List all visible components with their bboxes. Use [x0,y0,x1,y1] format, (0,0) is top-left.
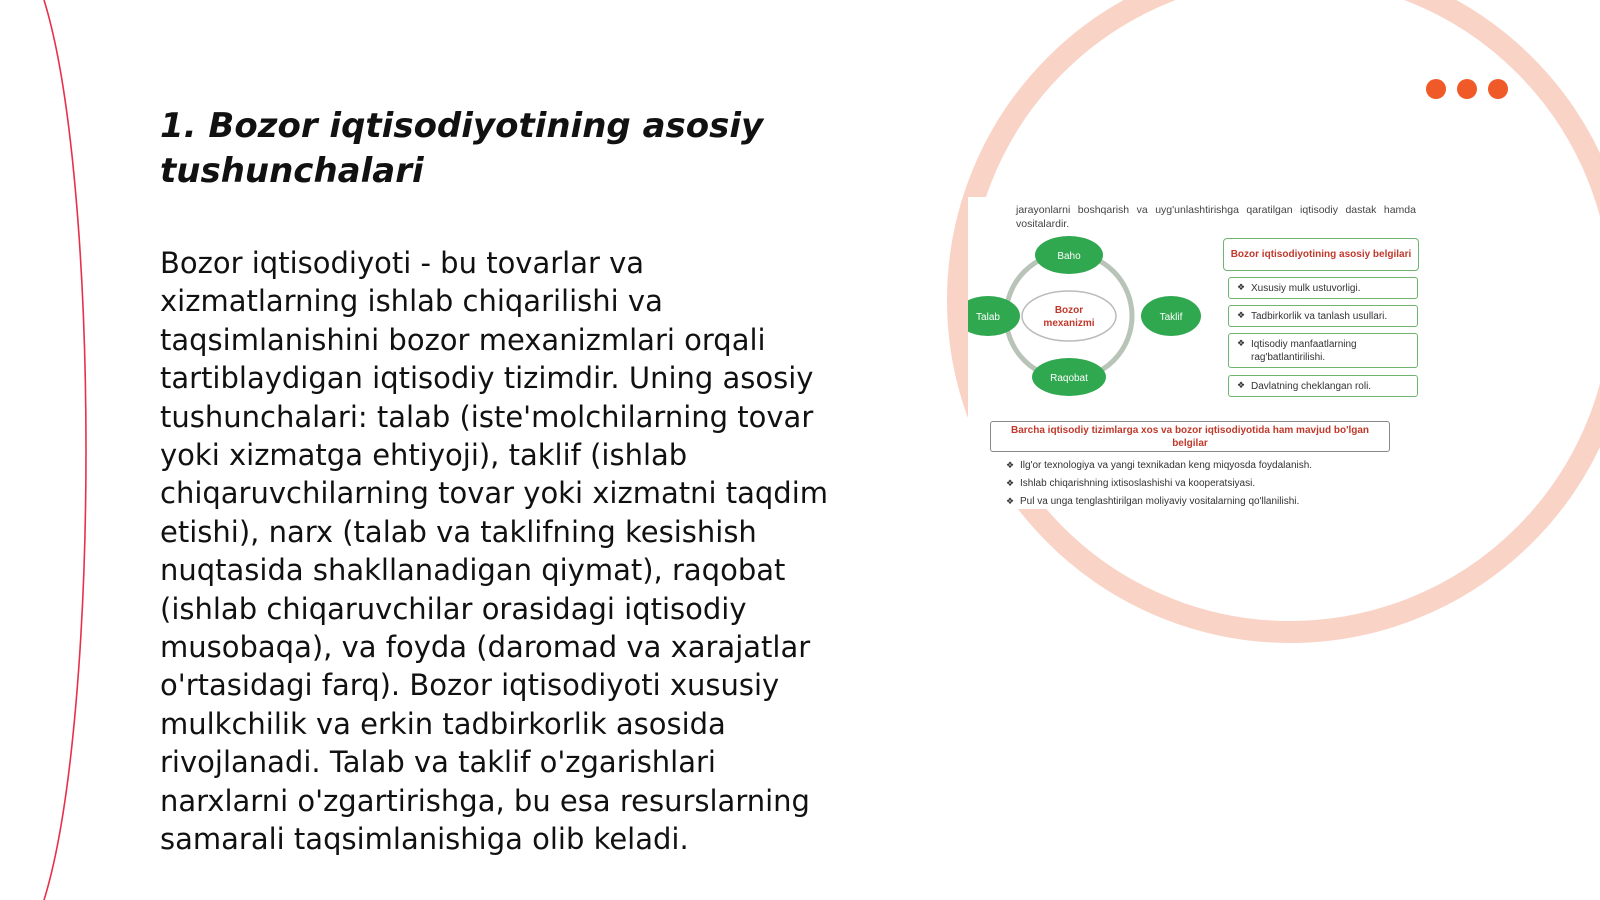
slide-title: 1. Bozor iqtisodiyotining asosiy tushunchalari [160,106,764,191]
menu-dots-icon [1426,79,1508,99]
common-feature-item: ❖ Pul va unga tenglashtirilgan moliyaviy vositalarning qo'llanilishi. [1004,495,1424,508]
node-baho-label: Baho [1057,251,1081,262]
feature-item: ❖ Tadbirkorlik va tanlash usullari. [1228,305,1418,327]
market-economy-figure [968,197,1428,509]
node-taklif-label: Taklif [1159,312,1183,323]
feature-item: ❖ Iqtisodiy manfaatlarning rag'batlantirilishi. [1228,333,1418,368]
common-features-header: Barcha iqtisodiy tizimlarga xos va bozor iqtisodiyotida ham mavjud bo'lgan belgilar [990,421,1390,452]
dot [1457,79,1477,99]
dot [1426,79,1446,99]
center-label: Bozor mexanizmi [1043,305,1095,329]
dot [1488,79,1508,99]
feature-item: ❖ Xususiy mulk ustuvorligi. [1228,277,1418,299]
common-feature-item: ❖ Ishlab chiqarishning ixtisoslashishi va kooperatsiyasi. [1004,477,1424,490]
slide-body-text: Bozor iqtisodiyoti - bu tovarlar va xizmatlarning ishlab chiqarilishi va taqsimlanishini bozor mexanizmlari orqali tartiblaydigan iqtisodiy tizimdir. Uning asosiy tushunchalari: talab (iste'molchilarning tovar yoki xizmatga ehtiyoji), taklif (ishlab chiqaruvchilarning tovar yoki xizmatni taqdim etishi), narx (talab va taklifning kesishish nuqtasida shakllanadigan qiymat), raqobat (ishlab chiqaruvchilar orasidagi iqtisodiy musobaqa), va foyda (daromad va xarajatlar o'rtasidagi farq). Bozor iqtisodiyoti xususiy mulkchilik va erkin tadbirkorlik asosida rivojlanadi. Talab va taklif o'zgarishlari narxlarni o'zgartirishga, bu esa resurslarning samarali taqsimlanishiga olib keladi. [160,246,829,857]
common-feature-item: ❖ Ilg'or texnologiya va yangi texnikadan keng miqyosda foydalanish. [1004,459,1424,472]
feature-item: ❖ Davlatning cheklangan roli. [1228,375,1418,397]
node-talab-label: Talab [976,312,1000,323]
figure-intro-text: jarayonlarni boshqarish va uyg'unlashtirishga qaratilgan iqtisodiy dastak hamda vositalardir. [1016,204,1416,230]
features-header: Bozor iqtisodiyotining asosiy belgilari [1223,238,1419,271]
center-ellipse [1022,291,1116,341]
left-curve-line [44,0,86,900]
node-raqobat-label: Raqobat [1050,373,1088,384]
